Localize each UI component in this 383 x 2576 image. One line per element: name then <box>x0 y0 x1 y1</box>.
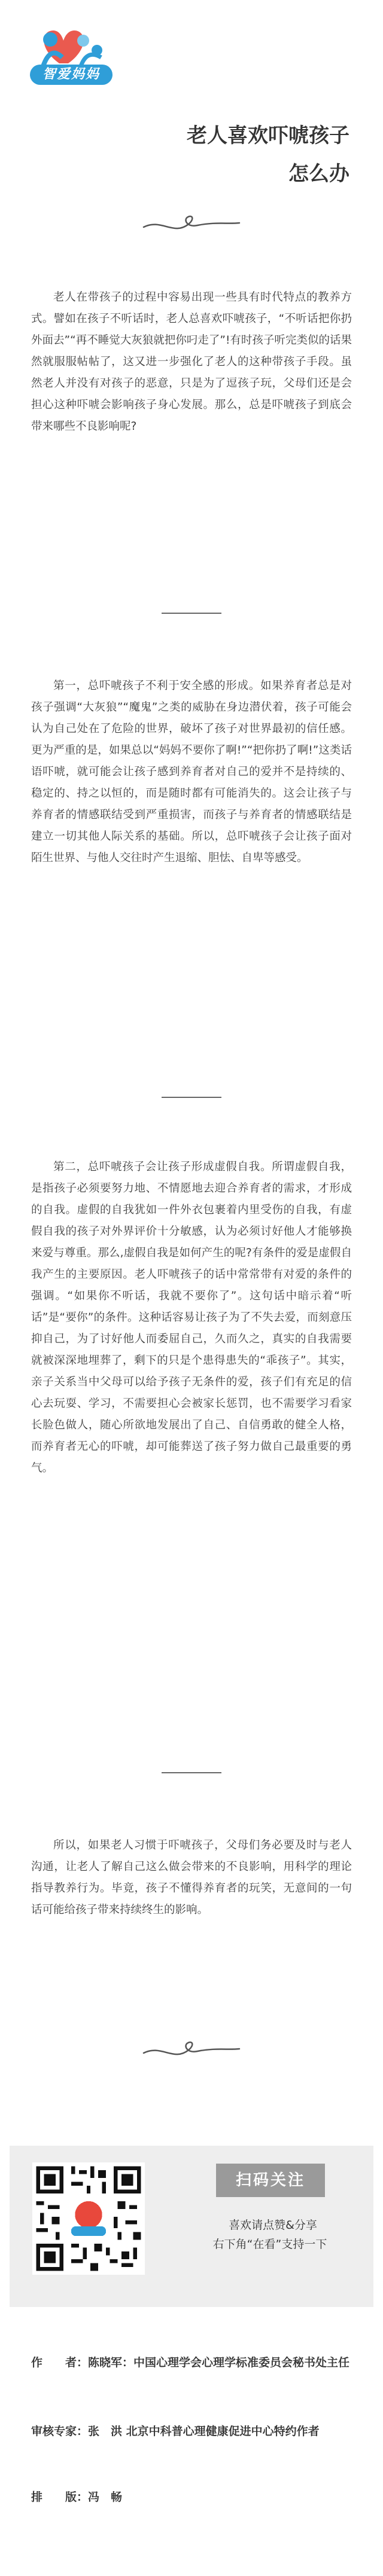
article-title <box>187 117 349 193</box>
section-divider <box>162 1097 221 1098</box>
section-divider <box>162 1772 221 1773</box>
credit-reviewer: 审核专家：张 洪 北京中科普心理健康促进中心特约作者 <box>31 2425 320 2438</box>
qr-code[interactable] <box>32 2162 145 2275</box>
swirl-divider <box>138 2032 245 2068</box>
credit-author: 作 者：陈晓军：中国心理学会心理学标准委员会秘书处主任 <box>31 2356 350 2369</box>
paragraph-intro: 老人在带孩子的过程中容易出现一些具有时代特点的教养方式。譬如在孩子不听话时，老人总喜欢吓唬孩子，“不听话把你扔外面去”“再不睡觉大灰狼就把你叼走了”!有时孩子听完类似的话果然就服服帖帖了，这又进一步强化了老人的这种带孩子手段。虽然老人并没有对孩子的恶意，只是为了逗孩子玩，父母们还是会担心这种吓唬会影响孩子身心发展。那么，总是吓唬孩子到底会带来哪些不良影响呢? <box>31 291 352 433</box>
title-line-2: 怎么办 <box>288 162 349 186</box>
follow-watching: 右下角“在看”支持一下 <box>212 2238 327 2251</box>
qr-code-icon <box>32 2162 145 2275</box>
paragraph-conclusion: 所以，如果老人习惯于吓唬孩子，父母们务必要及时与老人沟通，让老人了解自己这么做会带来的不良影响，用科学的理论指导教养行为。毕竟，孩子不懂得养育者的玩笑，无意间的一句话可能给孩子带来持续终生的影响。 <box>31 1839 352 1916</box>
swirl-divider <box>138 206 245 242</box>
credit-layout: 排 版：冯 畅 <box>31 2491 123 2504</box>
brand-logo <box>26 22 116 87</box>
section-divider <box>162 613 221 614</box>
paragraph-second-point: 第二，总吓唬孩子会让孩子形成虚假自我。所谓虚假自我，是指孩子必须要努力地、不情愿地去迎合养育者的需求，才形成的自我。虚假的自我犹如一件外衣包裹着内里受伤的自我，有虚假自我的孩子对外界评价十分敏感，认为必须讨好他人才能够换来爱与尊重。那么,虚假自我是如何产生的呢?有条件的爱是虚假自我产生的主要原因。老人吓唬孩子的话中常常带有对爱的条件的强调。“如果你不听话，我就不要你了”。这句话中暗示着“听话”是“要你”的条件。这种话容易让孩子为了不失去爱，而刻意压抑自己，为了讨好他人而委屈自己，久而久之，真实的自我需要就被深深地埋葬了，剩下的只是个患得患失的“乖孩子”。其实，亲子关系当中父母可以给予孩子无条件的爱，孩子们有充足的信心去玩耍、学习，不需要担心会被家长惩罚，也不需要学习看家长脸色做人，随心所欲地发展出了自己、自信勇敢的健全人格，而养育者无心的吓唬，却可能葬送了孩子努力做自己最重要的勇气。 <box>31 1161 352 1474</box>
follow-badge: 扫码关注 <box>216 2164 325 2197</box>
title-line-1: 老人喜欢吓唬孩子 <box>187 124 349 148</box>
follow-like-share: 喜欢请点赞&分享 <box>229 2219 317 2232</box>
heart-figures-icon <box>26 22 116 69</box>
follow-panel <box>10 2146 373 2307</box>
logo-text: 智爱妈妈 <box>30 65 113 85</box>
paragraph-first-point: 第一，总吓唬孩子不利于安全感的形成。如果养育者总是对孩子强调“大灰狼”“魔鬼”之类的威胁在身边潜伏着，孩子可能会认为自己处在了危险的世界，破坏了孩子对世界最初的信任感。更为严重的是，如果总以“妈妈不要你了啊!”“把你扔了啊!”这类话语吓唬，就可能会让孩子感到养育者对自己的爱并不是持续的、稳定的、持之以恒的，而是随时都有可能消失的。这会让孩子与养育者的情感联结受到严重损害，而孩子与养育者的情感联结是建立一切其他人际关系的基础。所以，总吓唬孩子会让孩子面对陌生世界、与他人交往时产生退缩、胆怯、自卑等感受。 <box>31 680 352 864</box>
